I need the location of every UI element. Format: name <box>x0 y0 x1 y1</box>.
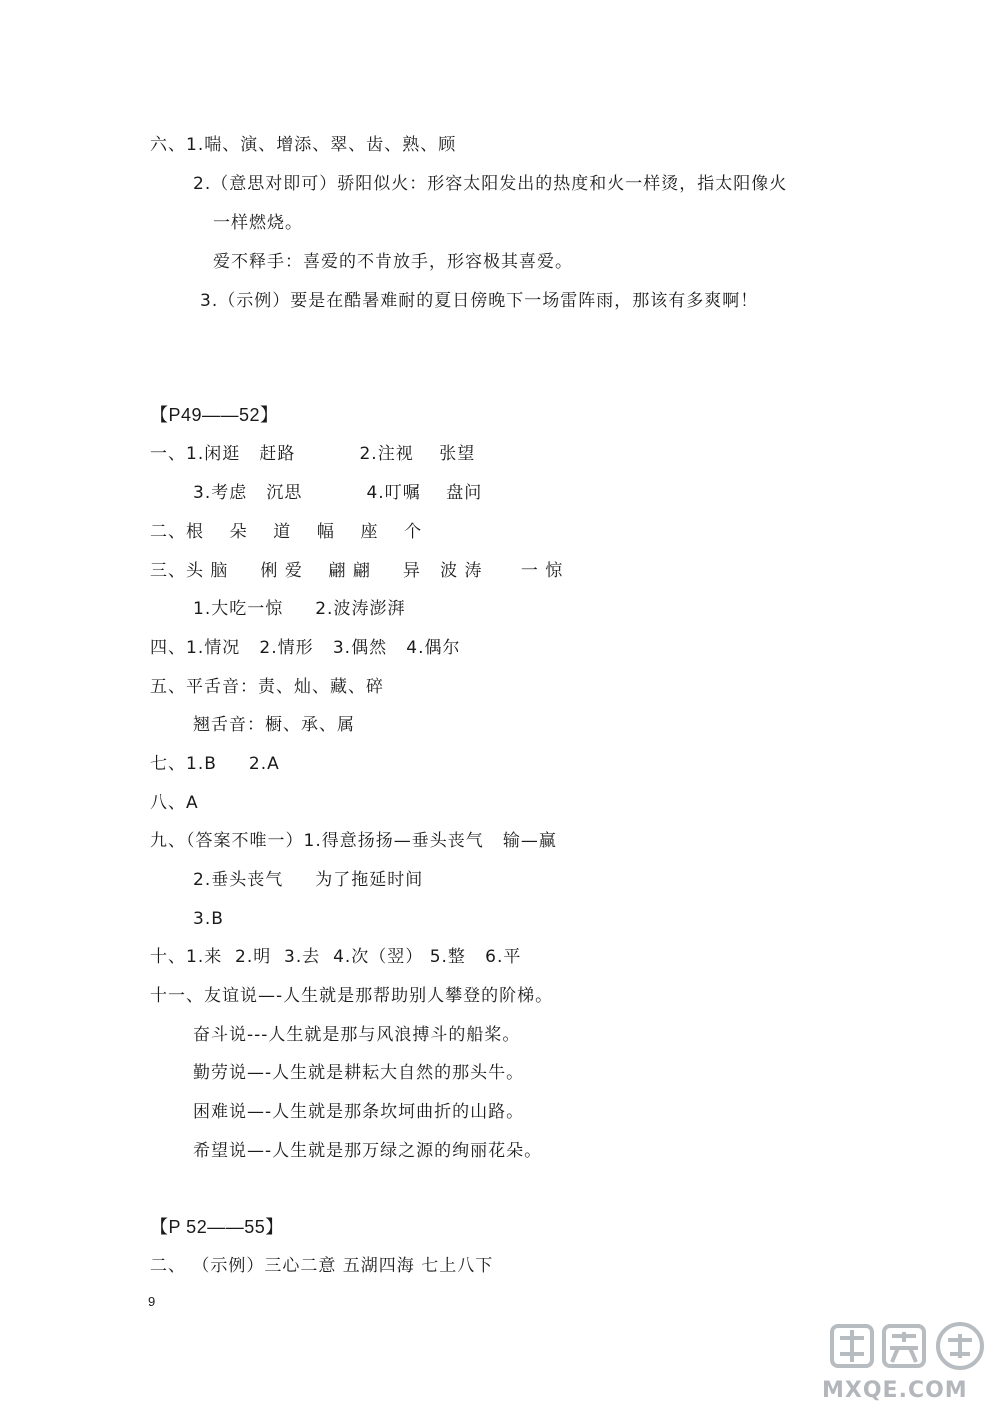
p49-q11-row2: 奋斗说---人生就是那与风浪搏斗的船桨。 <box>193 1025 521 1045</box>
page-number: 9 <box>148 1294 156 1309</box>
p49-q5-row2: 翘舌音：橱、承、属 <box>193 715 355 735</box>
p49-q5-row1: 五、平舌音：责、灿、藏、碎 <box>150 677 384 697</box>
section-6-item-2-cont: 一样燃烧。 <box>213 213 303 233</box>
p49-q11-row1: 十一、友谊说—-人生就是那帮助别人攀登的阶梯。 <box>150 986 554 1006</box>
p49-q11-row5: 希望说—-人生就是那万绿之源的绚丽花朵。 <box>193 1141 543 1161</box>
p49-q1-row1: 一、1.闲逛 赶路 2.注视 张望 <box>150 444 476 464</box>
p49-q9-row3: 3.B <box>193 909 224 929</box>
p52-q2: 二、 （示例）三心二意 五湖四海 七上八下 <box>150 1256 494 1276</box>
watermark-text: MXQE.COM <box>822 1378 968 1403</box>
p49-q3-sub: 1.大吃一惊 2.波涛澎湃 <box>193 599 406 619</box>
section-6-item-2b: 爱不释手：喜爱的不肯放手，形容极其喜爱。 <box>213 252 573 272</box>
watermark <box>820 1318 995 1410</box>
section-6-item-3: 3.（示例）要是在酷暑难耐的夏日傍晚下一场雷阵雨，那该有多爽啊！ <box>200 291 759 311</box>
section-heading-p52: 【P 52——55】 <box>150 1217 284 1237</box>
p49-q7: 七、1.B 2.A <box>150 754 280 774</box>
p49-q9-row1: 九、（答案不唯一）1.得意扬扬—垂头丧气 输—赢 <box>150 831 557 851</box>
p49-q1-row2: 3.考虑 沉思 4.叮嘱 盘问 <box>193 483 483 503</box>
p49-q2: 二、根 朵 道 幅 座 个 <box>150 522 423 542</box>
p49-q11-row4: 困难说—-人生就是那条坎坷曲折的山路。 <box>193 1102 525 1122</box>
p49-q11-row3: 勤劳说—-人生就是耕耘大自然的那头牛。 <box>193 1063 525 1083</box>
section-6-item-2: 2.（意思对即可）骄阳似火：形容太阳发出的热度和火一样烫，指太阳像火 <box>193 174 788 194</box>
p49-q3: 三、头 脑 俐 爱 翩 翩 异 波 涛 一 惊 <box>150 561 564 581</box>
watermark-logo-icon <box>828 1318 993 1376</box>
p49-q8: 八、A <box>150 793 199 813</box>
p49-q10: 十、1.来 2.明 3.去 4.次（翌） 5.整 6.平 <box>150 947 522 967</box>
p49-q9-row2: 2.垂头丧气 为了拖延时间 <box>193 870 424 890</box>
section-heading-p49: 【P49——52】 <box>150 405 279 425</box>
section-6-item-1: 六、1.喘、演、增添、翠、齿、熟、顾 <box>150 135 457 155</box>
p49-q4: 四、1.情况 2.情形 3.偶然 4.偶尔 <box>150 638 461 658</box>
